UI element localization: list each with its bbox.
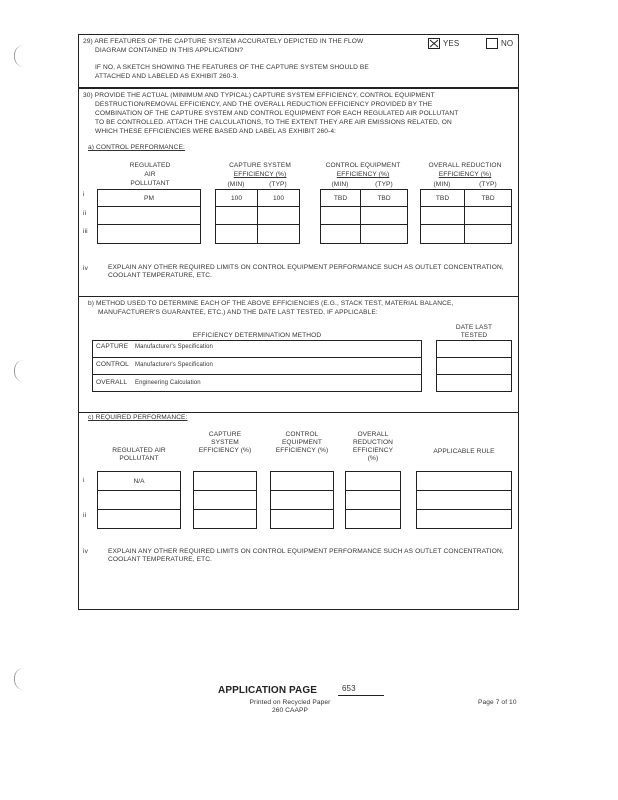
col-pollutant-line3: POLLUTANT	[130, 180, 170, 187]
cp-overall-typ-cell[interactable]	[464, 206, 512, 225]
cp-overall-typ-cell[interactable]	[464, 224, 512, 244]
q30-line2: DESTRUCTION/REMOVAL EFFICIENCY, AND THE OVERALL REDUCTION EFFICIENCY PROVIDED BY THE	[95, 101, 433, 108]
cap-typ-header: (TYP)	[269, 181, 287, 188]
check-x-icon	[429, 39, 439, 48]
cp-iv-label: iv	[83, 265, 88, 272]
method-row-value: Manufacturer's Specification	[135, 344, 213, 350]
req-pollutant-cell[interactable]: N/A	[97, 471, 181, 491]
row-label: ii	[83, 210, 87, 217]
req-control-cell[interactable]	[270, 509, 334, 529]
cap-min-header: (MIN)	[227, 181, 245, 188]
col-capture-line1: CAPTURE SYSTEM	[229, 162, 291, 169]
q29-text-line1: 29) ARE FEATURES OF THE CAPTURE SYSTEM ACCURATELY DEPICTED IN THE FLOW	[83, 38, 364, 45]
yes-checkbox[interactable]	[428, 38, 440, 49]
req-capture-cell[interactable]	[193, 471, 257, 491]
method-col-header: EFFICIENCY DETERMINATION METHOD	[192, 332, 322, 339]
cp-control-min-cell[interactable]: TBD	[320, 189, 361, 207]
req-rule-cell[interactable]	[416, 471, 512, 491]
cp-overall-typ-cell[interactable]: TBD	[464, 189, 512, 207]
q30-line3: COMBINATION OF THE CAPTURE SYSTEM AND CONTROL EQUIPMENT FOR EACH REGULATED AIR POLLUTANT	[95, 110, 459, 117]
binder-hole-mark	[14, 45, 25, 67]
req-col-pollutant-line2: POLLUTANT	[119, 455, 159, 462]
col-overall-line2: EFFICIENCY (%)	[438, 171, 492, 178]
cp-overall-min-cell[interactable]: TBD	[420, 189, 465, 207]
cp-pollutant-cell[interactable]	[97, 206, 201, 225]
q29-note-line2: ATTACHED AND LABELED AS EXHIBIT 260-3.	[95, 73, 239, 80]
row-label: i	[83, 477, 85, 484]
divider	[78, 412, 519, 413]
cp-control-typ-cell[interactable]: TBD	[360, 189, 408, 207]
req-iv-label: iv	[83, 548, 88, 555]
req-overall-cell[interactable]	[345, 490, 401, 510]
req-iv-line2: COOLANT TEMPERATURE, ETC.	[108, 556, 212, 563]
col-control-line1: CONTROL EQUIPMENT	[325, 162, 401, 169]
req-col-rule: APPLICABLE RULE	[433, 448, 495, 455]
required-performance-heading: c) REQUIRED PERFORMANCE:	[88, 414, 188, 421]
date-cell[interactable]	[436, 374, 512, 392]
col-pollutant-line1: REGULATED	[129, 162, 171, 169]
col-overall-line1: OVERALL REDUCTION	[428, 162, 502, 169]
req-overall-cell[interactable]	[345, 509, 401, 529]
method-line1: b) METHOD USED TO DETERMINE EACH OF THE ABOVE EFFICIENCIES (E.G., STACK TEST, MATERIAL BALANCE,	[88, 300, 454, 307]
date-col-header-line2: TESTED	[460, 332, 488, 339]
printed-note: Printed on Recycled Paper	[249, 699, 331, 706]
cp-control-typ-cell[interactable]	[360, 224, 408, 244]
page-number-underline	[338, 695, 384, 696]
cp-capture-min-cell[interactable]	[215, 224, 258, 244]
req-overall-cell[interactable]	[345, 471, 401, 491]
cp-pollutant-cell[interactable]: PM	[97, 189, 201, 207]
ovr-min-header: (MIN)	[433, 181, 451, 188]
date-cell[interactable]	[436, 357, 512, 375]
q30-line1: 30) PROVIDE THE ACTUAL (MINIMUM AND TYPICAL) CAPTURE SYSTEM EFFICIENCY, CONTROL EQUIPMENT	[83, 92, 435, 99]
req-col-overall-line4: (%)	[367, 455, 379, 462]
req-col-pollutant-line1: REGULATED AIR	[112, 447, 166, 454]
no-label: NO	[501, 39, 514, 48]
req-col-capture-line3: EFFICIENCY (%)	[198, 447, 252, 454]
method-row-value: Manufacturer's Specification	[135, 362, 213, 368]
q30-line4: TO BE CONTROLLED. ATTACH THE CALCULATIONS, TO THE EXTENT THEY ARE AIR EMISSIONS RELATED, ON	[95, 119, 452, 126]
page-of: Page 7 of 10	[478, 699, 517, 706]
cp-iv-line1: EXPLAIN ANY OTHER REQUIRED LIMITS ON CONTROL EQUIPMENT PERFORMANCE SUCH AS OUTLET CONCENTRATION,	[108, 264, 504, 271]
req-col-overall-line2: REDUCTION	[352, 439, 394, 446]
cp-capture-min-cell[interactable]: 100	[215, 189, 258, 207]
row-label: ii	[83, 512, 87, 519]
req-pollutant-cell[interactable]	[97, 509, 181, 529]
req-capture-cell[interactable]	[193, 490, 257, 510]
method-line2: MANUFACTURER'S GUARANTEE, ETC.) AND THE DATE LAST TESTED, IF APPLICABLE:	[98, 309, 378, 316]
cp-overall-min-cell[interactable]	[420, 206, 465, 225]
req-control-cell[interactable]	[270, 490, 334, 510]
q29-note-line1: IF NO, A SKETCH SHOWING THE FEATURES OF THE CAPTURE SYSTEM SHOULD BE	[95, 64, 369, 71]
no-checkbox[interactable]	[486, 38, 498, 49]
cp-control-min-cell[interactable]	[320, 224, 361, 244]
method-row-value: Engineering Calculation	[135, 380, 201, 386]
ctl-min-header: (MIN)	[331, 181, 349, 188]
application-page-number: 653	[342, 684, 356, 693]
cp-capture-typ-cell[interactable]	[257, 206, 300, 225]
row-label: i	[83, 191, 85, 198]
method-row-label: CONTROL	[96, 361, 129, 368]
q30-line5: WHICH THESE EFFICIENCIES WERE BASED AND LABEL AS EXHIBIT 260-4:	[95, 128, 337, 135]
cp-capture-typ-cell[interactable]	[257, 224, 300, 244]
method-row-control[interactable]	[92, 357, 422, 375]
method-row-capture[interactable]	[92, 340, 422, 358]
cp-capture-typ-cell[interactable]: 100	[257, 189, 300, 207]
date-cell[interactable]	[436, 340, 512, 358]
date-col-header-line1: DATE LAST	[455, 324, 493, 331]
control-performance-heading: a) CONTROL PERFORMANCE:	[88, 144, 185, 151]
application-page-label: APPLICATION PAGE	[218, 685, 318, 696]
req-rule-cell[interactable]	[416, 490, 512, 510]
req-pollutant-cell[interactable]	[97, 490, 181, 510]
method-row-label: CAPTURE	[96, 343, 129, 350]
form-id: 260 CAAPP	[271, 707, 309, 714]
req-col-control-line3: EFFICIENCY (%)	[275, 447, 329, 454]
yes-label: YES	[443, 39, 460, 48]
cp-overall-min-cell[interactable]	[420, 224, 465, 244]
cp-capture-min-cell[interactable]	[215, 206, 258, 225]
binder-hole-mark	[14, 668, 25, 690]
req-col-overall-line3: EFFICIENCY	[352, 447, 394, 454]
req-col-capture-line2: SYSTEM	[211, 439, 239, 446]
divider	[78, 296, 519, 297]
req-col-control-line2: EQUIPMENT	[281, 439, 323, 446]
cp-control-typ-cell[interactable]	[360, 206, 408, 225]
req-col-overall-line1: OVERALL	[357, 431, 389, 438]
method-row-overall[interactable]	[92, 374, 422, 392]
col-pollutant-line2: AIR	[144, 171, 156, 178]
req-capture-cell[interactable]	[193, 509, 257, 529]
binder-hole-mark	[14, 360, 25, 382]
req-iv-line1: EXPLAIN ANY OTHER REQUIRED LIMITS ON CONTROL EQUIPMENT PERFORMANCE SUCH AS OUTLET CONCENTRATION,	[108, 548, 504, 555]
col-control-line2: EFFICIENCY (%)	[336, 171, 390, 178]
req-rule-cell[interactable]	[416, 509, 512, 529]
req-control-cell[interactable]	[270, 471, 334, 491]
ovr-typ-header: (TYP)	[479, 181, 497, 188]
ctl-typ-header: (TYP)	[375, 181, 393, 188]
q29-text-line2: DIAGRAM CONTAINED IN THIS APPLICATION?	[95, 47, 244, 54]
col-capture-line2: EFFICIENCY (%)	[233, 171, 287, 178]
req-col-capture-line1: CAPTURE	[208, 431, 242, 438]
req-col-control-line1: CONTROL	[285, 431, 319, 438]
row-label: iii	[83, 228, 88, 235]
cp-control-min-cell[interactable]	[320, 206, 361, 225]
cp-iv-line2: COOLANT TEMPERATURE, ETC.	[108, 272, 212, 279]
method-row-label: OVERALL	[96, 379, 128, 386]
cp-pollutant-cell[interactable]	[97, 224, 201, 244]
